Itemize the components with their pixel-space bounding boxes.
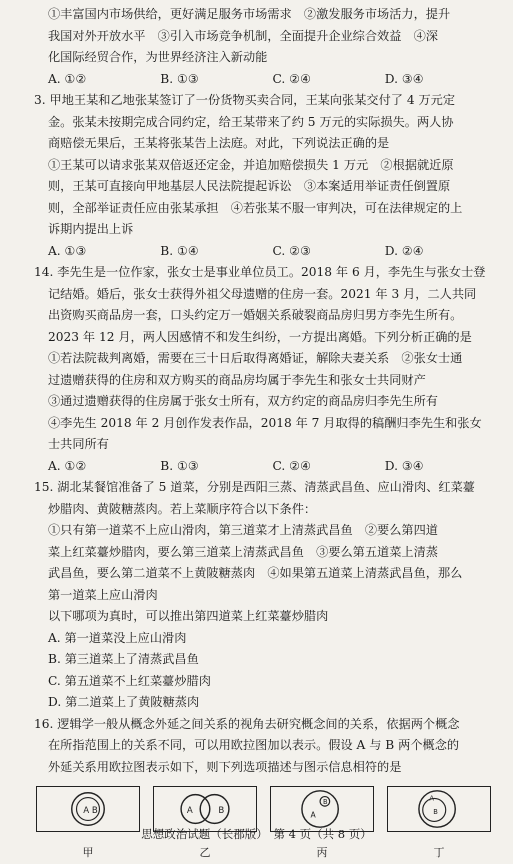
q12-option-b: B. ①③	[160, 71, 199, 86]
q13-option-a: A. ①③	[48, 243, 87, 258]
q15-condition-line4: 第一道菜上应山滑肉	[48, 587, 158, 602]
q13-statement-line3: 则，全部举证责任应由张某承担 ④若张某不服一审判决，可在法律规定的上	[48, 200, 463, 215]
q14-option-c: C. ②④	[272, 458, 311, 473]
q12-statements-line3: 化国际经贸合作，为世界经济注入新动能	[48, 50, 268, 64]
q15-option-a: A. 第一道菜没上应山滑肉	[48, 630, 187, 645]
q16-stem-line3: 外延关系用欧拉图表示如下，则下列选项描述与图示信息相符的是	[48, 759, 402, 774]
diagram-yi-letter-a: A	[186, 805, 193, 816]
q15-condition-line1: ①只有第一道菜不上应山滑肉，第三道菜才上清蒸武昌鱼 ②要么第四道	[48, 523, 438, 537]
q16-stem-line2: 在所指范围上的关系不同，可以用欧拉图加以表示。假设 A 与 B 两个概念的	[48, 738, 460, 752]
q15-option-c: C. 第五道菜不上红菜薹炒腊肉	[48, 673, 211, 688]
q13-stem-line3: 商赔偿无果后，王某将张某告上法庭。对此，下列说法正确的是	[48, 136, 390, 150]
q12-statements-line1: ①丰富国内市场供给，更好满足服务市场需求 ②激发服务市场活力，提升	[48, 7, 451, 21]
q14-option-a: A. ①②	[48, 458, 87, 473]
q13-statement-line1: ①王某可以请求张某双倍返还定金，并追加赔偿损失 1 万元 ②根据就近原	[48, 157, 454, 172]
q14-statement-line2: 过遗赠获得的住房和双方购买的商品房均属于李先生和张女士共同财产	[48, 372, 426, 387]
q14-option-d: D. ③④	[384, 458, 424, 473]
q15-condition-line3: 武昌鱼，要么第二道菜不上黄陂糖蒸肉 ④如果第五道菜上清蒸武昌鱼，那么	[48, 566, 463, 580]
q13-stem-line1: 3. 甲地王某和乙地张某签订了一份货物买卖合同，王某向张某交付了 4 万元定	[34, 93, 456, 107]
q13-statement-line2: 则，王某可直接向甲地基层人民法院提起诉讼 ③本案适用举证责任倒置原	[48, 179, 451, 193]
label-yi: 乙	[199, 846, 211, 859]
q14-statement-line3: ③通过遗赠获得的住房属于张女士所有，双方约定的商品房归李先生所有	[48, 394, 438, 408]
q14-options	[34, 456, 497, 478]
page-footer: 思想政治试题（长郡版） 第 4 页（共 8 页）	[141, 827, 372, 841]
q15-option-d: D. 第二道菜上了黄陂糖蒸肉	[48, 695, 200, 709]
q14-statement-line4: ④李先生 2018 年 2 月创作发表作品，2018 年 7 月取得的稿酬归李先生和张女	[48, 415, 482, 430]
label-jia: 甲	[82, 846, 94, 859]
diagram-jia-letters: A B	[83, 805, 98, 816]
q14-statement-line5: 士共同所有	[48, 437, 109, 451]
q12-option-a: A. ①②	[48, 71, 87, 86]
q14-stem-line4: 2023 年 12 月，两人因感情不和发生纠纷，一方提出离婚。下列分析正确的是	[48, 329, 472, 344]
q15-stem-line1: 15. 湖北某餐馆准备了 5 道菜，分别是西阳三蒸、清蒸武昌鱼、应山滑肉、红菜薹	[34, 480, 475, 494]
diagram-ding-letter-a: A	[429, 794, 435, 803]
q13-option-d: D. ②④	[384, 243, 424, 258]
q12-options	[34, 69, 497, 91]
diagram-yi-letter-b: B	[218, 805, 225, 816]
q15-condition-line2: 菜上红菜薹炒腊肉，要么第三道菜上清蒸武昌鱼 ③要么第五道菜上清蒸	[48, 544, 438, 559]
q13-stem-line2: 金。张某未按期完成合同约定，给王某带来了约 5 万元的实际损失。两人协	[48, 114, 454, 129]
q15-stem-line2: 炒腊肉、黄陂糖蒸肉。若上菜顺序符合以下条件：	[48, 501, 317, 516]
diagram-bing-letter-b: B	[322, 798, 328, 807]
q14-stem-line2: 记结婚。婚后，张女士获得外祖父母遗赠的住房一套。2021 年 3 月，二人共同	[48, 286, 477, 301]
q14-stem-line1: 14. 李先生是一位作家，张女士是事业单位员工。2018 年 6 月，李先生与张女士登	[34, 265, 486, 279]
q16-stem-line1: 16. 逻辑学一般从概念外延之间关系的视角去研究概念间的关系，依据两个概念	[34, 716, 460, 731]
q13-statement-line4: 诉期内提出上诉	[48, 222, 134, 236]
q13-option-c: C. ②③	[272, 243, 311, 258]
label-ding: 丁	[433, 846, 445, 859]
q12-statements-line2: 我国对外开放水平 ③引入市场竞争机制，全面提升企业综合效益 ④深	[48, 28, 438, 43]
label-bing: 丙	[316, 846, 328, 859]
q15-question: 以下哪项为真时，可以推出第四道菜上红菜薹炒腊肉	[48, 609, 329, 623]
q14-option-b: B. ①③	[160, 458, 199, 473]
q15-option-b: B. 第三道菜上了清蒸武昌鱼	[48, 652, 199, 666]
q12-option-c: C. ②④	[272, 71, 311, 86]
q12-option-d: D. ③④	[384, 71, 424, 86]
diagram-ding-letter-b: B	[433, 807, 438, 816]
q14-stem-line3: 出资购买商品房一套，口头约定万一婚姻关系破裂商品房归男方李先生所有。	[48, 308, 463, 322]
diagram-bing-letter-a: A	[310, 810, 316, 820]
q13-options	[34, 241, 497, 263]
q14-statement-line1: ①若法院裁判离婚，需要在三十日后取得离婚证，解除夫妻关系 ②张女士通	[48, 351, 463, 365]
q13-option-b: B. ①④	[160, 243, 199, 258]
